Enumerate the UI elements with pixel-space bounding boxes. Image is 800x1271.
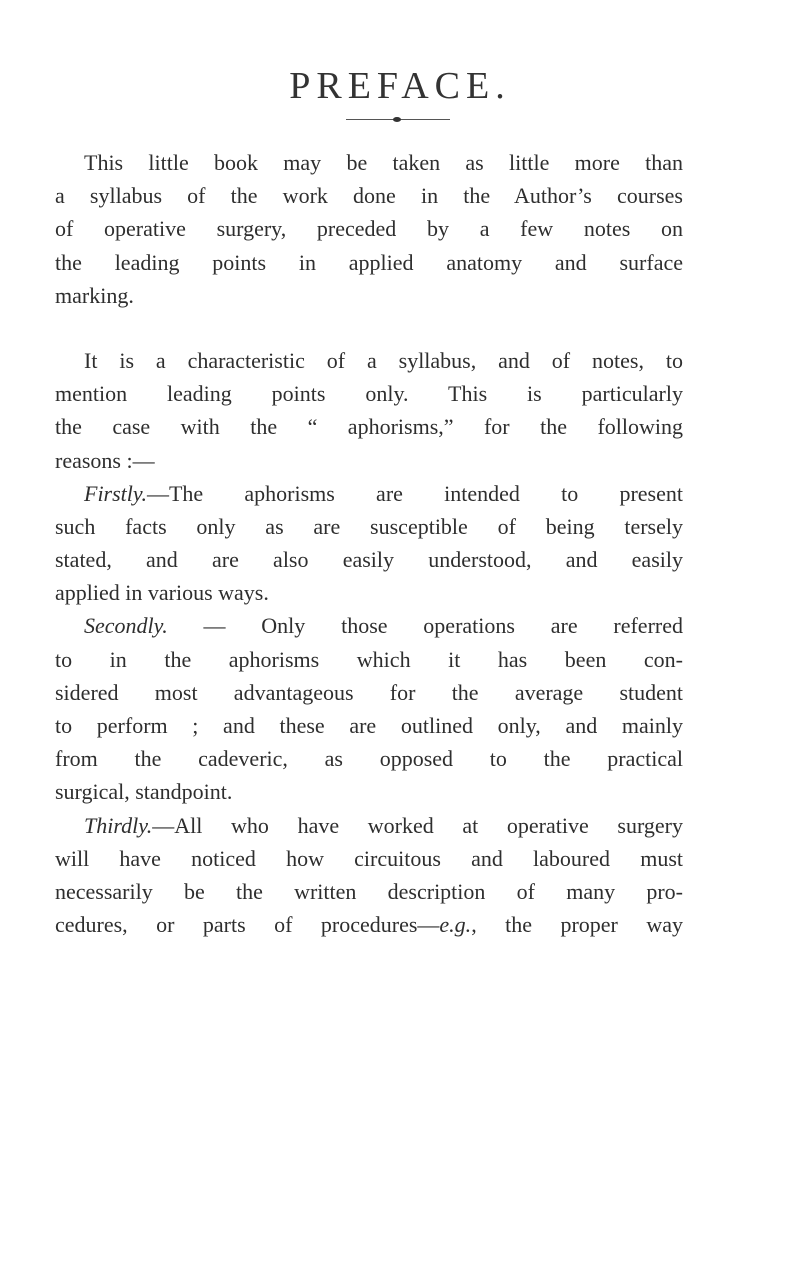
- text-line: It is a characteristic of a syllabus, and of notes, to: [84, 347, 683, 373]
- text-line: [55, 809, 683, 842]
- secondly-lead: Secondly.: [84, 613, 168, 639]
- text-line: will have noticed how circuitous and laboured must: [55, 845, 683, 871]
- paragraph-gap: [55, 312, 683, 344]
- text-line: the leading points in applied anatomy and surface: [55, 249, 683, 275]
- text-line: This little book may be taken as little more than: [84, 150, 683, 175]
- text-line: the case with the “ aphorisms,” for the following: [55, 414, 683, 440]
- text-line: marking.: [55, 282, 134, 308]
- text-line: [55, 477, 683, 510]
- text-line: mention leading points only. This is particularly: [55, 381, 683, 407]
- firstly-text: —The aphorisms are intended to present: [146, 480, 683, 506]
- text-line: [55, 908, 683, 941]
- text-line: applied in various ways.: [55, 580, 269, 606]
- secondly-text: — Only those operations are referred: [167, 613, 683, 639]
- eg-abbreviation: e.g.: [439, 912, 472, 938]
- firstly-lead: Firstly.: [84, 480, 147, 506]
- text-line: reasons :—: [55, 447, 155, 473]
- thirdly-text: —All who have worked at operative surgery: [152, 812, 683, 838]
- text-line: a syllabus of the work done in the Author’s courses: [55, 183, 683, 209]
- text-line: sidered most advantageous for the average student: [55, 679, 683, 705]
- ornament-dot: [393, 117, 401, 122]
- paragraph-firstly: [55, 477, 683, 610]
- preface-body: [55, 146, 683, 941]
- paragraph-2: [55, 344, 683, 477]
- thirdly-lead: Thirdly.: [84, 812, 153, 838]
- text-line: surgical, standpoint.: [55, 779, 233, 805]
- text-line: stated, and are also easily understood, and easily: [55, 547, 683, 573]
- title-ornament-rule: [346, 119, 450, 120]
- paragraph-1: [55, 146, 683, 312]
- page-title: PREFACE.: [289, 65, 511, 107]
- text-line: necessarily be the written description of many pro-: [55, 878, 683, 904]
- text-line: to in the aphorisms which it has been con-: [55, 646, 683, 672]
- thirdly-tail: , the proper way: [471, 912, 683, 938]
- text-line: from the cadeveric, as opposed to the practical: [55, 746, 683, 772]
- text-line: to perform ; and these are outlined only, and mainly: [55, 713, 683, 738]
- text-line: of operative surgery, preceded by a few notes on: [55, 216, 683, 242]
- paragraph-thirdly: [55, 809, 683, 942]
- thirdly-text: cedures, or parts of procedures—: [55, 912, 440, 938]
- text-line: [55, 609, 683, 642]
- paragraph-secondly: [55, 609, 683, 808]
- text-line: such facts only as are susceptible of being tersely: [55, 513, 683, 539]
